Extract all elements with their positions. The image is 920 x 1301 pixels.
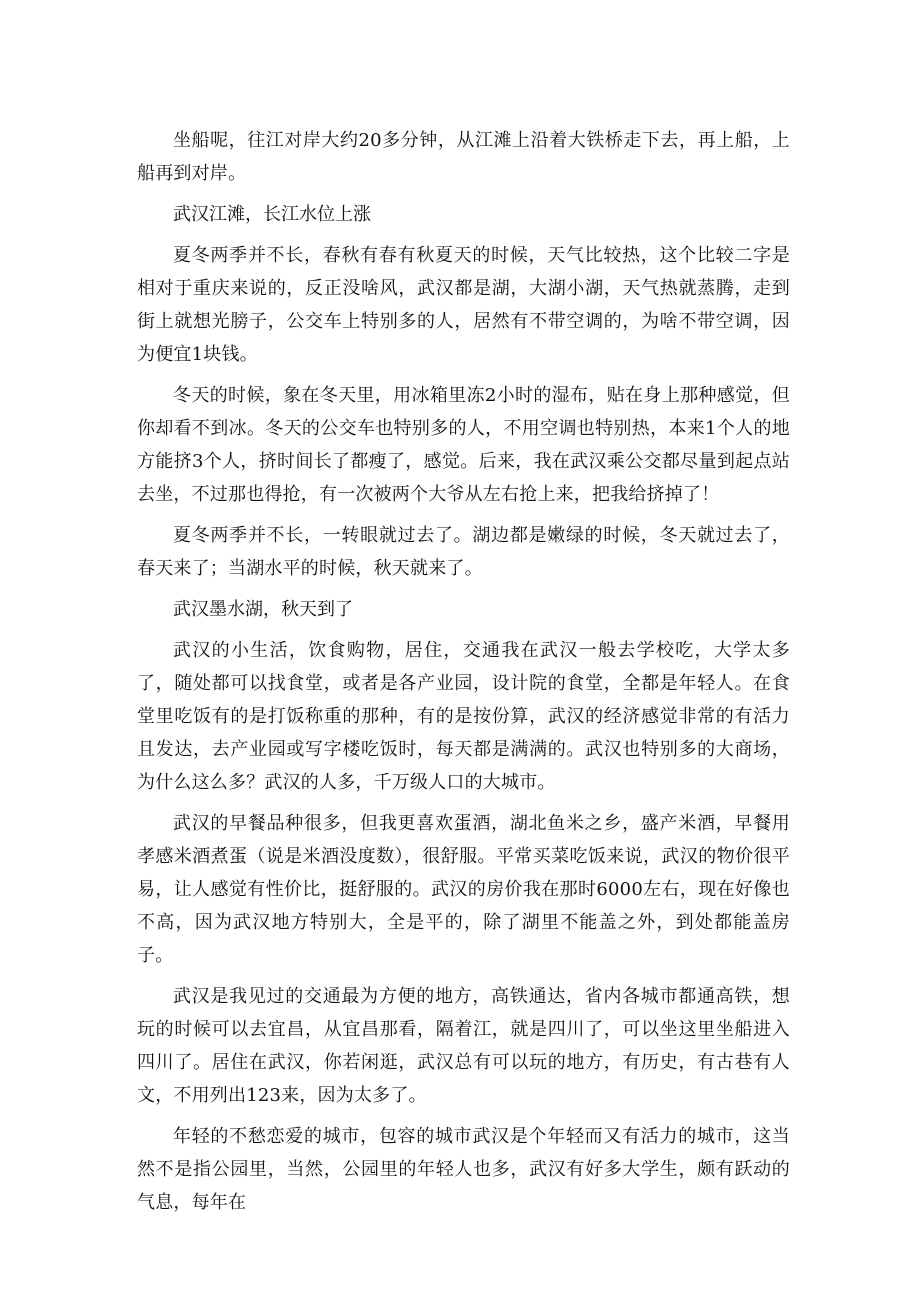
paragraph: 武汉的早餐品种很多，但我更喜欢蛋酒，湖北鱼米之乡，盛产米酒，早餐用孝感米酒煮蛋（说是米酒没度数），很舒服。平常买菜吃饭来说，武汉的物价很平易，让人感觉有性价比，挺舒服的。武汉的房价我在那时6000左右，现在好像也不高，因为武汉地方特别大，全是平的，除了湖里不能盖之外，到处都能盖房子。 <box>137 813 790 966</box>
paragraph: 夏冬两季并不长，一转眼就过去了。湖边都是嫩绿的时候，冬天就过去了，春天来了；当湖水平的时候，秋天就来了。 <box>137 525 790 579</box>
paragraph: 冬天的时候，象在冬天里，用冰箱里冻2小时的湿布，贴在身上那种感觉，但你却看不到冰。冬天的公交车也特别多的人，不用空调也特别热，本来1个人的地方能挤3个人，挤时间长了都瘦了，感觉。后来，我在武汉乘公交都尽量到起点站去坐，不过那也得抢，有一次被两个大爷从左右抢上来，把我给挤掉了！ <box>137 385 790 505</box>
image-caption: 武汉墨水湖，秋天到了 <box>173 599 353 620</box>
paragraph: 武汉是我见过的交通最为方便的地方，高铁通达，省内各城市都通高铁，想玩的时候可以去宜昌，从宜昌那看，隔着江，就是四川了，可以坐这里坐船进入四川了。居住在武汉，你若闲逛，武汉总有可以玩的地方，有历史，有古巷有人文，不用列出123来，因为太多了。 <box>137 986 790 1106</box>
paragraph: 坐船呢，往江对岸大约20多分钟，从江滩上沿着大铁桥走下去，再上船，上船再到对岸。 <box>137 130 790 184</box>
paragraph: 武汉的小生活，饮食购物，居住，交通我在武汉一般去学校吃，大学太多了，随处都可以找食堂，或者是各产业园，设计院的食堂，全都是年轻人。在食堂里吃饭有的是打饭称重的那种，有的是按份算，武汉的经济感觉非常的有活力且发达，去产业园或写字楼吃饭时，每天都是满满的。武汉也特别多的大商场，为什么这么多？武汉的人多，千万级人口的大城市。 <box>137 640 790 793</box>
paragraph: 夏冬两季并不长，春秋有春有秋夏天的时候，天气比较热，这个比较二字是相对于重庆来说的，反正没啥风，武汉都是湖，大湖小湖，天气热就蒸腾，走到街上就想光膀子，公交车上特别多的人，居然有不带空调的，为啥不带空调，因为便宜1块钱。 <box>137 245 790 365</box>
paragraph: 年轻的不愁恋爱的城市，包容的城市武汉是个年轻而又有活力的城市，这当然不是指公园里，当然，公园里的年轻人也多，武汉有好多大学生，颇有跃动的气息，每年在 <box>137 1126 790 1213</box>
image-caption: 武汉江滩，长江水位上涨 <box>173 204 371 225</box>
